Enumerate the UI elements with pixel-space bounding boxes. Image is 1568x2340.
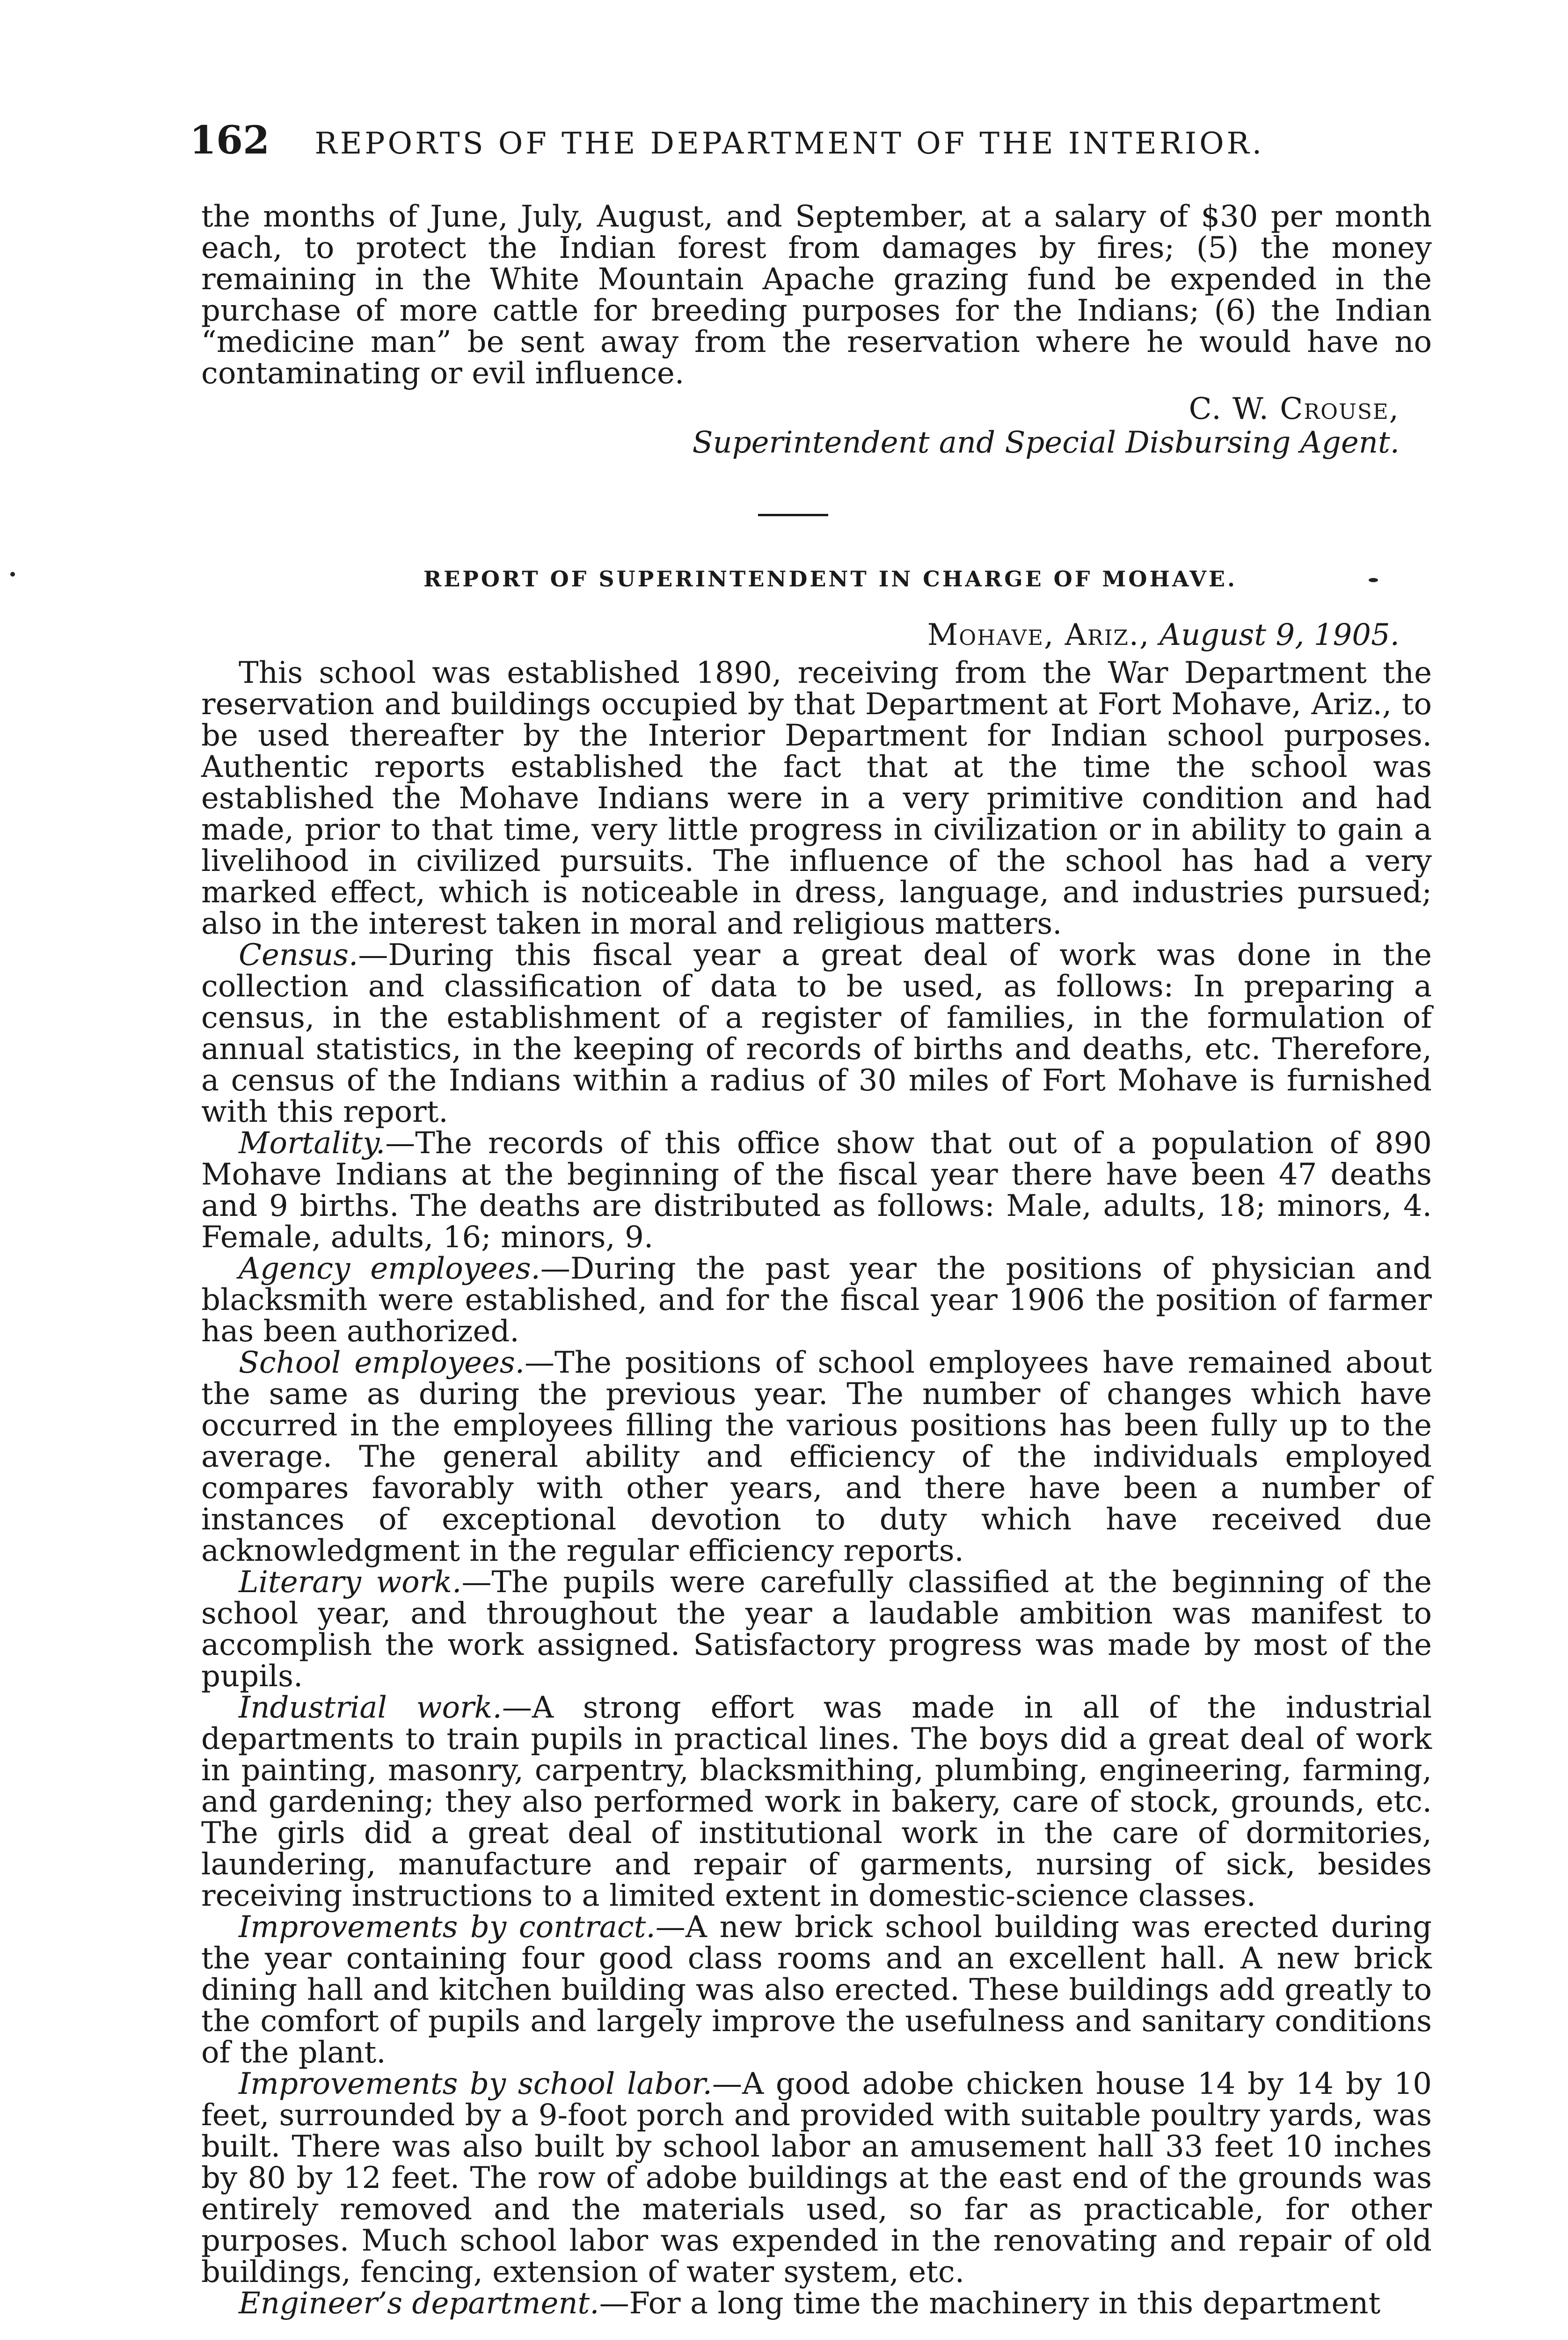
signature-title: Superintendent and Special Disbursing Agent. (692, 425, 1400, 460)
report-body (201, 658, 1432, 2319)
body-paragraph-literary-work: Literary work.—The pupils were carefully classified at the beginning of the school year, and throughout the year a laudable ambition was manifest to accomplish the work assigned. Satisfactory progress was made by most of the pupils. (201, 1565, 1432, 1694)
scan-speck (1369, 578, 1378, 582)
body-paragraph-improvements-labor: Improvements by school labor.—A good adobe chicken house 14 by 14 by 10 feet, surrounded by a 9-foot porch and provided with suitable poultry yards, was built. There was also built by school labor an amusement hall 33 feet 10 inches by 80 by 12 feet. The row of adobe buildings at the east end of the grounds was entirely removed and the materials used, so far as practicable, for other purposes. Much school labor was expended in the renovating and repair of old buildings, fencing, extension of water system, etc. (201, 2067, 1432, 2289)
paragraph-heading: Industrial work. (239, 1690, 502, 1725)
header-title: REPORTS OF THE DEPARTMENT OF THE INTERIOR. (314, 126, 1265, 161)
paragraph-heading: Literary work. (239, 1565, 462, 1600)
paragraph-heading: Engineer’s department. (239, 2286, 599, 2321)
body-paragraph-industrial-work: Industrial work.—A strong effort was made in all of the industrial departments to train pupils in practical lines. The boys did a great deal of work in painting, masonry, carpentry, blacksmithing, plumbing, engineering, farming, and gardening; they also performed work in bakery, care of stock, grounds, etc. The girls did a great deal of institutional work in the care of dormitories, laundering, manufacture and repair of garments, nursing of sick, besides receiving instructions to a limited extent in domestic-science classes. (201, 1690, 1432, 1913)
body-paragraph-improvements-contract: Improvements by contract.—A new brick school building was erected during the year containing four good class rooms and an excellent hall. A new brick dining hall and kitchen building was also erected. These buildings add greatly to the comfort of pupils and largely improve the usefulness and sanitary conditions of the plant. (201, 1910, 1432, 2070)
page-number: 162 (190, 118, 270, 163)
paragraph-heading: Agency employees. (239, 1251, 540, 1286)
paragraph-heading: Improvements by contract. (239, 1910, 656, 1945)
body-paragraph-mortality: Mortality.—The records of this office show that out of a population of 890 Mohave Indians at the beginning of the fiscal year there have been 47 deaths and 9 births. The deaths are distributed as follows: Male, adults, 18; minors, 4. Female, adults, 16; minors, 9. (201, 1126, 1432, 1255)
signature-block (693, 392, 1400, 460)
section-title: REPORT OF SUPERINTENDENT IN CHARGE OF MOHAVE. (423, 566, 1237, 592)
paragraph-heading: Census. (239, 938, 358, 973)
dateline (927, 618, 1400, 652)
dateline-place: Mohave, Ariz., (927, 618, 1150, 652)
body-paragraph: This school was established 1890, receiving from the War Department the reservation and buildings occupied by that Department at Fort Mohave, Ariz., to be used thereafter by the Interior Department for Indian school purposes. Authentic reports established the fact that at the time the school was established the Mohave Indians were in a very primitive condition and had made, prior to that time, very little progress in civilization or in ability to gain a livelihood in civilized pursuits. The influence of the school has had a very marked effect, which is noticeable in dress, language, and industries pursued; also in the interest taken in moral and religious matters. (201, 656, 1432, 941)
body-paragraph-school-employees: School employees.—The positions of school employees have remained about the same as during the previous year. The number of changes which have occurred in the employees filling the various positions has been fully up to the average. The general ability and efficiency of the individuals employed compares favorably with other years, and there have been a number of instances of exceptional devotion to duty which have received due acknowledgment in the regular efficiency reports. (201, 1346, 1432, 1568)
dateline-date: August 9, 1905. (1159, 618, 1400, 652)
continuation-paragraph: the months of June, July, August, and September, at a salary of $30 per month each, to protect the Indian forest from damages by fires; (5) the money remaining in the White Mountain Apache grazing fund be expended in the purchase of more cattle for breeding purposes for the Indians; (6) the Indian “medicine man” be sent away from the reservation where he would have no contaminating or evil influence. (201, 199, 1432, 391)
running-header (190, 118, 1453, 169)
body-paragraph-census: Census.—During this fiscal year a great deal of work was done in the collection and classification of data to be used, as follows: In preparing a census, in the establishment of a register of families, in the formulation of annual statistics, in the keeping of records of births and deaths, etc. Therefore, a census of the Indians within a radius of 30 miles of Fort Mohave is furnished with this report. (201, 938, 1432, 1129)
body-paragraph-engineer: Engineer’s department.—For a long time the machinery in this department (239, 2286, 1381, 2321)
signature-name: C. W. Crouse, (1189, 392, 1400, 426)
paragraph-heading: School employees. (239, 1346, 525, 1380)
scan-speck (10, 572, 15, 577)
section-divider (758, 514, 828, 516)
body-paragraph-agency-employees: Agency employees.—During the past year the positions of physician and blacksmith were established, and for the fiscal year 1906 the position of farmer has been authorized. (201, 1251, 1432, 1349)
continuation-block (201, 201, 1432, 389)
paragraph-heading: Improvements by school labor. (239, 2067, 712, 2101)
paragraph-heading: Mortality. (239, 1126, 386, 1161)
